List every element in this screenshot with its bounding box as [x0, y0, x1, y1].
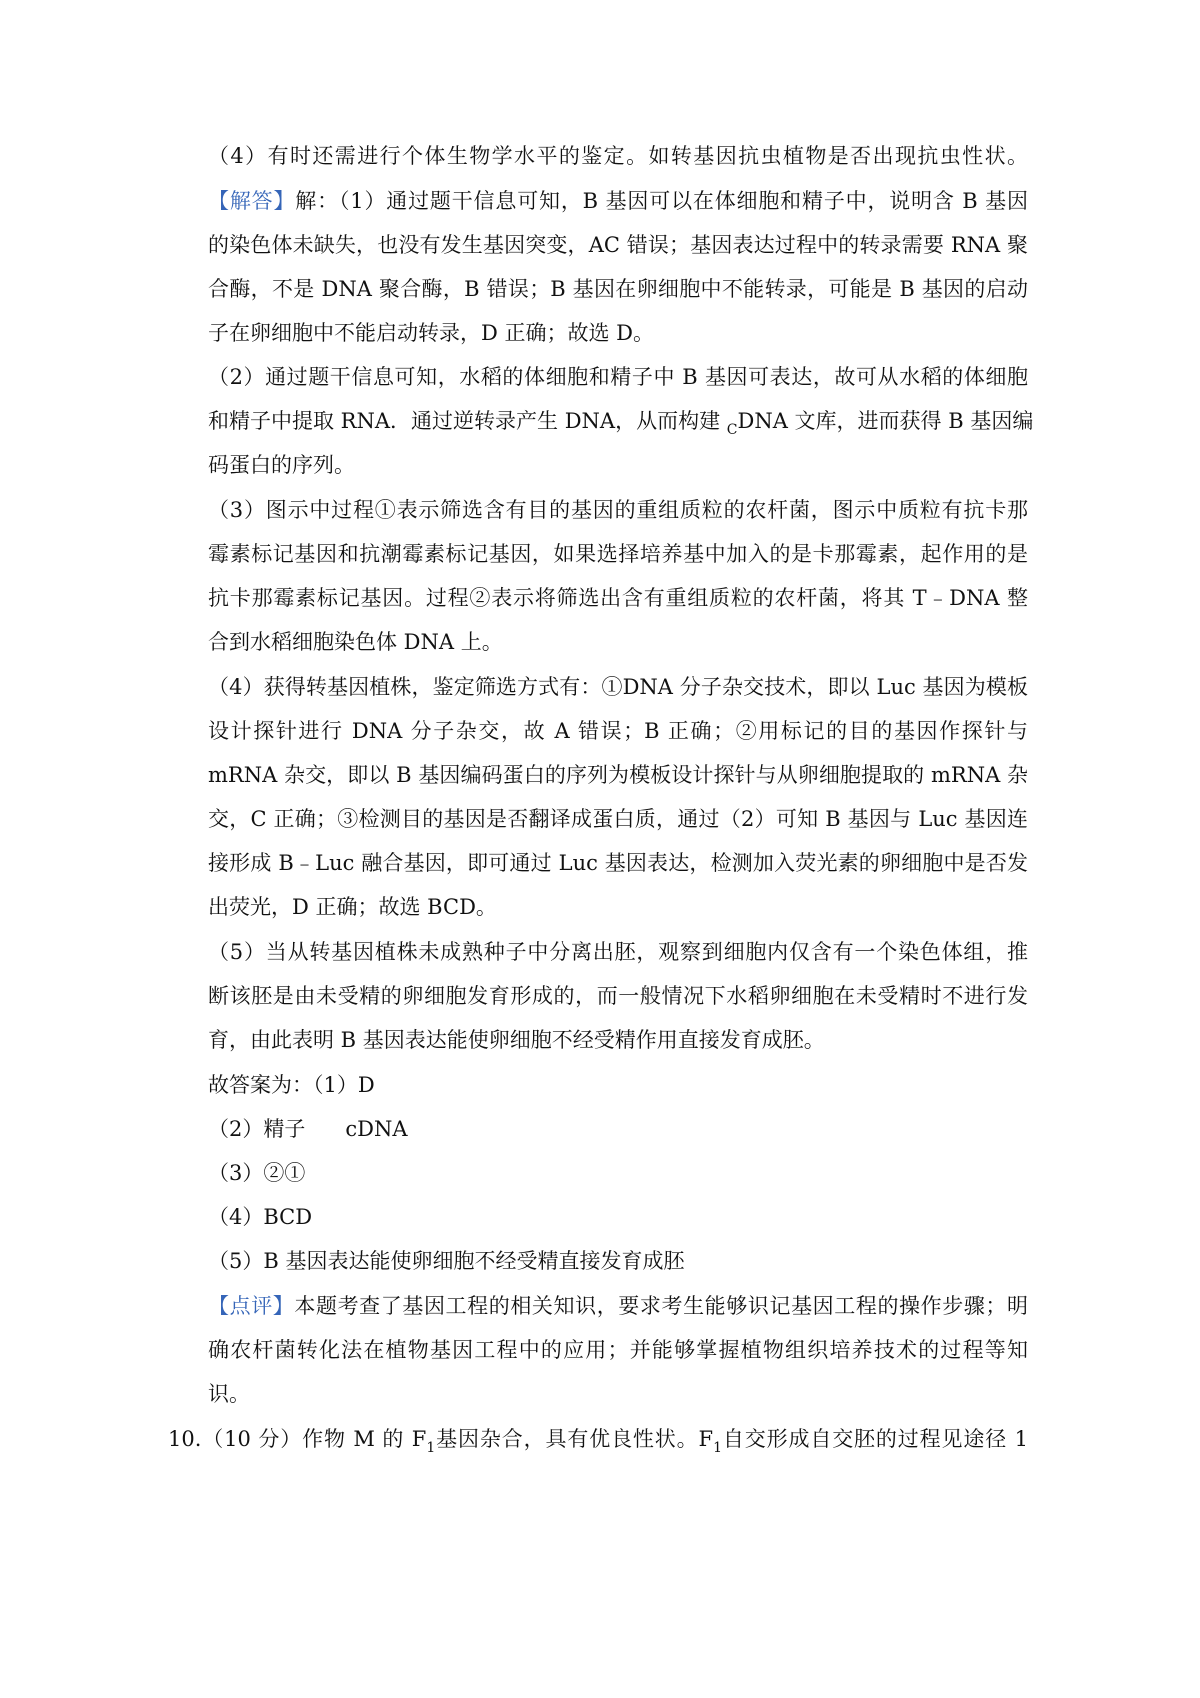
answer-line-4: 子在卵细胞中不能启动转录，D 正确；故选 D。: [208, 321, 655, 345]
q4-line-4: 交，C 正确；③检测目的基因是否翻译成蛋白质，通过（2）可知 B 基因与 Luc 基因连: [208, 807, 1028, 831]
q2-line-2: [208, 406, 1034, 439]
final-answer-2-value: cDNA: [345, 1117, 408, 1141]
q4-line-2: 设计探针进行 DNA 分子杂交，故 A 错误；B 正确；②用标记的目的基因作探针与: [208, 719, 1028, 743]
q2-line-1: （2）通过题干信息可知，水稻的体细胞和精子中 B 基因可表达，故可从水稻的体细胞: [208, 365, 1028, 389]
q10-part-b: 基因杂合，具有优良性状。F: [435, 1427, 714, 1451]
q3-line-3: 抗卡那霉素标记基因。过程②表示将筛选出含有重组质粒的农杆菌，将其 T﹣DNA 整: [208, 586, 1028, 610]
comment-line-1: [208, 1291, 1028, 1321]
q4-line-6: 出荧光，D 正确；故选 BCD。: [208, 895, 497, 919]
q2-line-2-part-b: DNA 文库，进而获得 B 基因编: [737, 409, 1034, 433]
q5-line-1: （5）当从转基因植株未成熟种子中分离出胚，观察到细胞内仅含有一个染色体组，推: [208, 940, 1028, 964]
answer-line-2: 的染色体未缺失，也没有发生基因突变，AC 错误；基因表达过程中的转录需要 RNA 聚: [208, 233, 1028, 257]
answer-text-1: 解：（1）通过题干信息可知，B 基因可以在体细胞和精子中，说明含 B 基因: [295, 189, 1029, 213]
q3-line-2: 霉素标记基因和抗潮霉素标记基因，如果选择培养基中加入的是卡那霉素，起作用的是: [208, 542, 1028, 566]
answer-line-1: [208, 186, 1028, 216]
q2-line-2-part-a: 和精子中提取 RNA．通过逆转录产生 DNA，从而构建: [208, 409, 727, 433]
final-answer-5: （5）B 基因表达能使卵细胞不经受精直接发育成胚: [208, 1249, 685, 1273]
q4-line-1: （4）获得转基因植株，鉴定筛选方式有：①DNA 分子杂交技术，即以 Luc 基因为模板: [208, 675, 1028, 699]
q4-line-3: mRNA 杂交，即以 B 基因编码蛋白的序列为模板设计探针与从卵细胞提取的 mRNA 杂: [208, 763, 1028, 787]
q3-line-4: 合到水稻细胞染色体 DNA 上。: [208, 630, 503, 654]
q5-line-2: 断该胚是由未受精的卵细胞发育形成的，而一般情况下水稻卵细胞在未受精时不进行发: [208, 984, 1028, 1008]
answer-line-3: 合酶，不是 DNA 聚合酶，B 错误；B 基因在卵细胞中不能转录，可能是 B 基因的启动: [208, 277, 1028, 301]
final-answer-3: （3）②①: [208, 1161, 306, 1185]
final-answer-4: （4）BCD: [208, 1205, 313, 1229]
q2-subscript-c: C: [726, 422, 738, 438]
final-answer-2-label: （2）精子: [208, 1117, 306, 1141]
question-10-line: [168, 1424, 1028, 1457]
final-answer-2: [208, 1114, 1028, 1144]
q10-part-a: 10.（10 分）作物 M 的 F: [168, 1427, 427, 1451]
q4-line-5: 接形成 B﹣Luc 融合基因，即可通过 Luc 基因表达，检测加入荧光素的卵细胞中是否发: [208, 851, 1028, 875]
q10-part-c: 自交形成自交胚的过程见途径 1: [722, 1427, 1028, 1451]
q3-line-1: （3）图示中过程①表示筛选含有目的基因的重组质粒的农杆菌，图示中质粒有抗卡那: [208, 498, 1028, 522]
comment-line-2: 确农杆菌转化法在植物基因工程中的应用；并能够掌握植物组织培养技术的过程等知: [208, 1338, 1028, 1362]
final-answer-heading: 故答案为：（1）D: [208, 1073, 375, 1097]
q5-line-3: 育，由此表明 B 基因表达能使卵细胞不经受精作用直接发育成胚。: [208, 1028, 825, 1052]
q10-subscript-1: 1: [426, 1440, 436, 1456]
comment-text-1: 本题考查了基因工程的相关知识，要求考生能够识记基因工程的操作步骤；明: [294, 1294, 1029, 1318]
q2-line-3: 码蛋白的序列。: [208, 453, 355, 477]
answer-label: 【解答】: [208, 189, 296, 213]
comment-label: 【点评】: [208, 1294, 295, 1318]
part4-intro-line: （4）有时还需进行个体生物学水平的鉴定。如转基因抗虫植物是否出现抗虫性状。: [208, 144, 1028, 168]
comment-line-3: 识。: [208, 1382, 250, 1406]
q10-subscript-2: 1: [713, 1440, 723, 1456]
